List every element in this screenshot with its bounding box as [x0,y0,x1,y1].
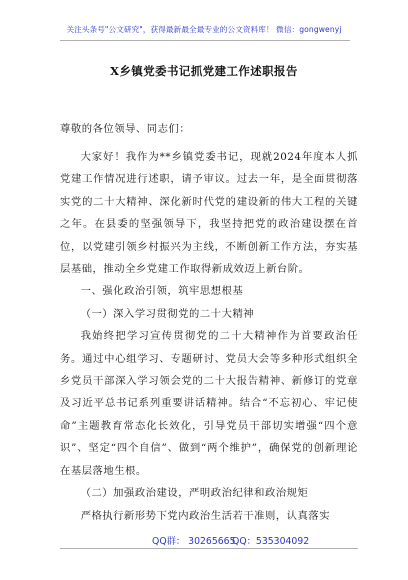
subsection-paragraph-2: 严格执行新形势下党内政治生活若干准则，认真落实 [80,509,331,522]
document-title: X乡镇党委书记抓党建工作述职报告 [110,64,298,78]
header-note: 关注头条号"公文研究"，获得最新最全最专业的公文资料库！ 微信：gongwenyj [66,25,342,34]
footer-divider [60,548,358,549]
subsection-paragraph-1: 我始终把学习宣传贯彻党的二十大精神作为首要政治任务。通过中心组学习、专题研讨、党员大会等多种形式组织全乡党员干部深入学习领会党的二十大报告精神、新修订的党章及习近平总书记系列重要讲话精神。结合“不忘初心、牢记使命”主题教育常态化长效化，引导党员干部切实增强“四个意识”、坚定“四个自信”、做到“两个维护”，确保党的创新理论在基层落地生根。 [60,330,358,477]
footer-qq: QQ：535304092 [232,536,310,547]
subsection-heading-2: （二）加强政治建设，严明政治纪律和政治规矩 [80,487,309,500]
header-divider [60,40,350,41]
document-body [60,118,358,527]
section-heading-1: 一、强化政治引领，筑牢思想根基 [80,285,244,298]
salutation: 尊敬的各位领导、同志们： [60,123,191,135]
subsection-heading-1: （一）深入学习贯彻党的二十大精神 [80,307,255,320]
footer-qq-group: QQ群： 30265665 [152,536,236,547]
intro-paragraph: 大家好！我作为**乡镇党委书记，现就2024年度本人抓党建工作情况进行述职，请予审议。过去一年，是全面贯彻落实党的二十大精神、深化新时代党的建设新的伟大工程的关键之年。在县委的坚强领导下，我坚持把党的政治建设摆在首位，以党建引领乡村振兴为主线，不断创新工作方法，夯实基层基础，推动全乡党建工作取得新成效迈上新台阶。 [60,151,358,276]
